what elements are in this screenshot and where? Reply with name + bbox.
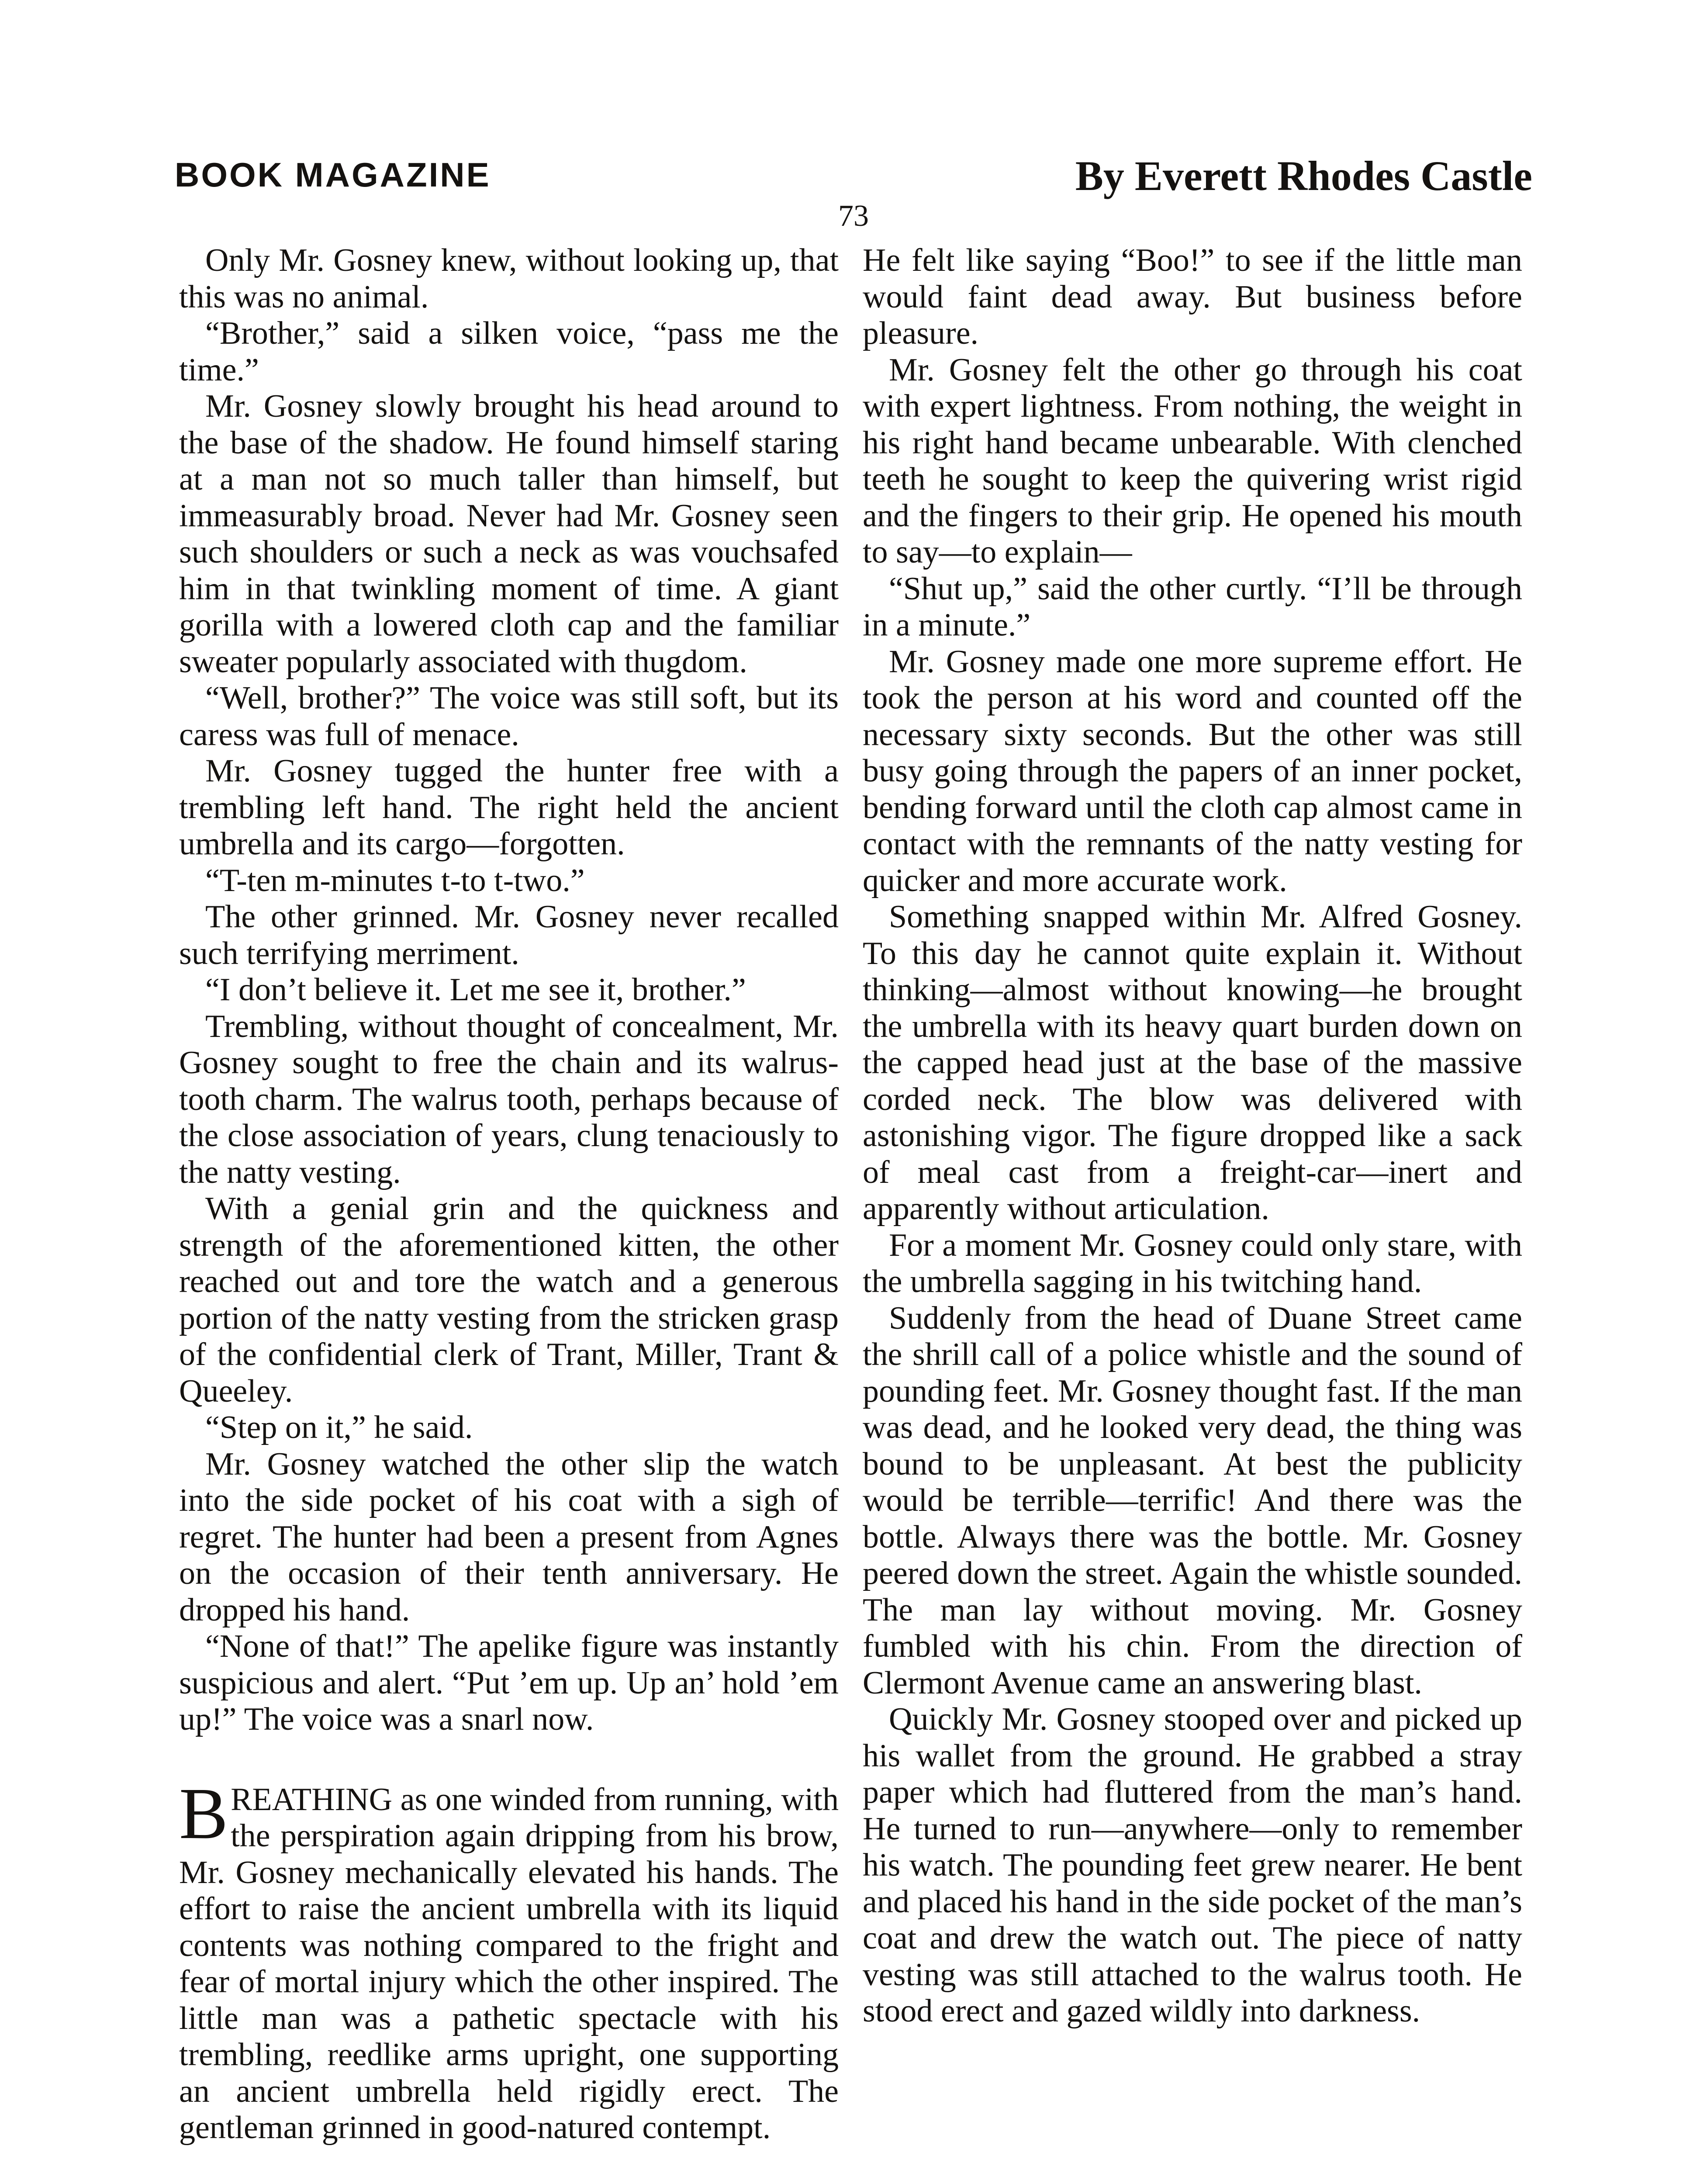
paragraph: The other grinned. Mr. Gosney never recalled such terrifying merriment. [179, 899, 839, 971]
paragraph: Mr. Gosney watched the other slip the watch into the side pocket of his coat with a sigh of regret. The hunter had been a present from Agnes on the occasion of their tenth anniversary. He dropped his hand. [179, 1446, 839, 1628]
paragraph: With a genial grin and the quickness and strength of the aforementioned kitten, the other reached out and tore the watch and a generous portion of the natty vesting from the stricken grasp of the confidential clerk of Trant, Miller, Trant & Queeley. [179, 1191, 839, 1409]
paragraph: For a moment Mr. Gosney could only stare, with the umbrella sagging in his twitching hand. [863, 1227, 1522, 1299]
left-text-column [179, 242, 839, 2146]
paragraph: Quickly Mr. Gosney stooped over and picked up his wallet from the ground. He grabbed a stray paper which had fluttered from the man’s hand. He turned to run—anywhere—only to remember his watch. The pounding feet grew nearer. He bent and placed his hand in the side pocket of the man’s coat and drew the watch out. The piece of natty vesting was still attached to the walrus tooth. He stood erect and gazed wildly into darkness. [863, 1701, 1522, 2029]
right-text-column [863, 242, 1522, 2030]
page-number: 73 [838, 199, 869, 233]
paragraph: “Well, brother?” The voice was still soft, but its caress was full of menace. [179, 680, 839, 753]
paragraph: Trembling, without thought of concealment, Mr. Gosney sought to free the chain and its walrus-tooth charm. The walrus tooth, perhaps because of the close association of years, clung tenaciously to the natty vesting. [179, 1008, 839, 1190]
paragraph: Mr. Gosney slowly brought his head around to the base of the shadow. He found himself staring at a man not so much taller than himself, but immeasurably broad. Never had Mr. Gosney seen such shoulders or such a neck as was vouchsafed him in that twinkling moment of time. A giant gorilla with a lowered cloth cap and the familiar sweater popularly associated with thugdom. [179, 388, 839, 680]
paragraph: “Brother,” said a silken voice, “pass me the time.” [179, 315, 839, 388]
paragraph: Mr. Gosney made one more supreme effort. He took the person at his word and counted off the necessary sixty seconds. But the other was still busy going through the papers of an inner pocket, bending forward until the cloth cap almost came in contact with the remnants of the natty vesting for quicker and more accurate work. [863, 643, 1522, 898]
paragraph: “Shut up,” said the other curtly. “I’ll be through in a minute.” [863, 570, 1522, 643]
paragraph: “Step on it,” he said. [205, 1410, 473, 1445]
paragraph: “I don’t believe it. Let me see it, brother.” [205, 972, 746, 1008]
paragraph: Mr. Gosney tugged the hunter free with a trembling left hand. The right held the ancient umbrella and its cargo—forgotten. [179, 753, 839, 862]
magazine-title: BOOK MAGAZINE [175, 156, 491, 194]
paragraph: Mr. Gosney felt the other go through his coat with expert lightness. From nothing, the weight in his right hand became unbearable. With clenched teeth he sought to keep the quivering wrist rigid and the fingers to their grip. He opened his mouth to say—to explain— [863, 352, 1522, 570]
paragraph: Something snapped within Mr. Alfred Gosney. To this day he cannot quite explain it. Without thinking—almost without knowing—he brought the umbrella with its heavy quart burden down on the capped head just at the base of the massive corded neck. The blow was delivered with astonishing vigor. The figure dropped like a sack of meal cast from a freight-car—inert and apparently without articulation. [863, 899, 1522, 1227]
section-opening-paragraph [179, 1773, 839, 2146]
lead-in-caps: REATHING [231, 1781, 393, 1818]
paragraph: Suddenly from the head of Duane Street came the shrill call of a police whistle and the sound of pounding feet. Mr. Gosney thought fast. If the man was dead, and he looked very dead, the thing was bound to be unpleasant. At best the publicity would be terrible—terrific! And there was the bottle. Always there was the bottle. Mr. Gosney peered down the street. Again the whistle sounded. The man lay without moving. Mr. Gosney fumbled with his chin. From the direction of Clermont Avenue came an answering blast. [863, 1300, 1522, 1701]
section-text: as one winded from running, with the perspiration again dripping from his brow, Mr. Gosney mechanically elevated his hands. The effort to raise the ancient umbrella with its liquid contents was nothing compared to the fright and fear of mortal injury which the other inspired. The little man was a pathetic spectacle with his trembling, reedlike arms upright, one supporting an ancient umbrella held rigidly erect. The gentleman grinned in good-natured contempt. [179, 1781, 839, 2146]
author-byline: By Everett Rhodes Castle [1075, 152, 1532, 199]
paragraph: “T-ten m-minutes t-to t-two.” [205, 862, 585, 898]
paragraph: He felt like saying “Boo!” to see if the little man would faint dead away. But business before pleasure. [863, 242, 1522, 351]
paragraph: “None of that!” The apelike figure was instantly suspicious and alert. “Put ’em up. Up an’ hold ’em up!” The voice was a snarl now. [179, 1628, 839, 1737]
paragraph: Only Mr. Gosney knew, without looking up, that this was no animal. [179, 242, 839, 315]
drop-cap-letter: B [179, 1773, 228, 1854]
